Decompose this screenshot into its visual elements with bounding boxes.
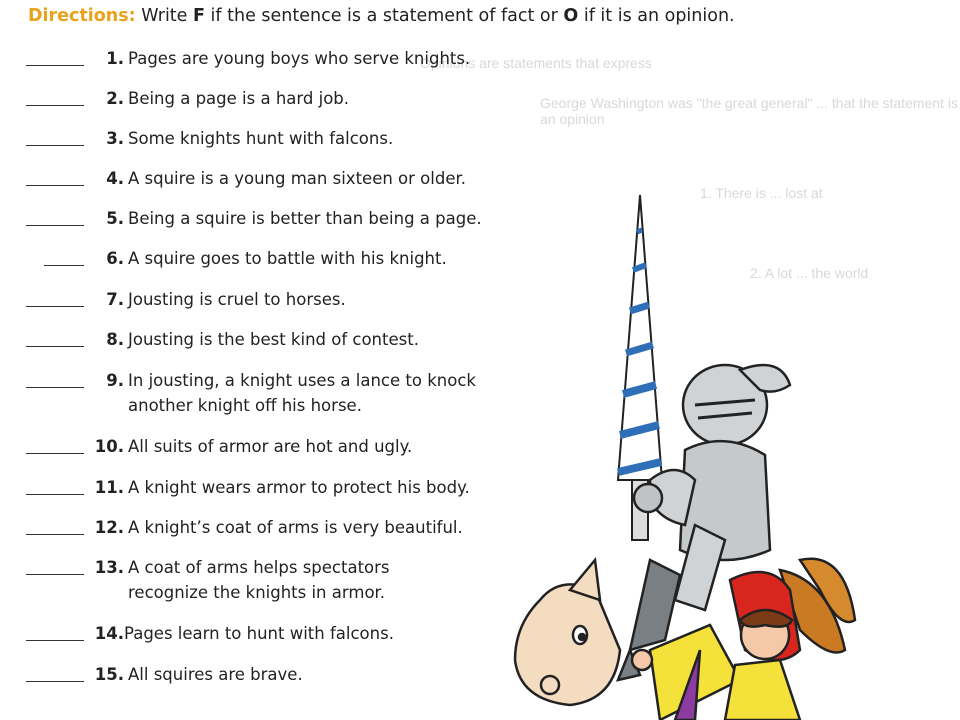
directions-text: if the sentence is a statement of fact or (204, 6, 564, 26)
item-number: 9. (106, 371, 124, 390)
item-text-continued: another knight off his horse. (128, 396, 362, 415)
answer-blank[interactable] (26, 494, 84, 495)
directions-text: if it is an opinion. (578, 6, 735, 26)
bleed-through: 1. There is ... lost at (700, 185, 823, 201)
answer-blank[interactable] (26, 574, 84, 575)
answer-blank[interactable] (26, 65, 84, 66)
item-number: 8. (106, 330, 124, 349)
item-number: 15. (94, 665, 124, 684)
answer-blank[interactable] (26, 453, 84, 454)
item-text: Being a page is a hard job. (128, 89, 350, 108)
item-number: 7. (106, 290, 124, 309)
item-text: Pages are young boys who serve knights. (128, 49, 471, 68)
answer-blank[interactable] (26, 387, 84, 388)
opinion-letter: O (563, 6, 579, 26)
answer-blank[interactable] (44, 265, 84, 266)
item-text: Jousting is cruel to horses. (128, 290, 346, 309)
item-number: 12. (94, 518, 124, 537)
item-number: 10. (94, 437, 124, 456)
item-text: All squires are brave. (128, 665, 303, 684)
item-number: 4. (106, 169, 124, 188)
item-number: 3. (106, 129, 124, 148)
item-text: A squire is a young man sixteen or older. (128, 169, 466, 188)
directions (28, 6, 735, 26)
item-text-continued: recognize the knights in armor. (128, 583, 386, 602)
answer-blank[interactable] (26, 105, 84, 106)
item-text: Jousting is the best kind of contest. (128, 330, 419, 349)
item-text: In jousting, a knight uses a lance to knock (128, 371, 476, 390)
item-text: A knight’s coat of arms is very beautiful. (128, 518, 463, 537)
item-text: A coat of arms helps spectators (128, 558, 390, 577)
item-number: 14. (94, 624, 124, 643)
bleed-through: Opinions are statements that express (420, 55, 652, 71)
answer-blank[interactable] (26, 225, 84, 226)
bleed-through: George Washington was "the great general" ... that the statement is an opinion (540, 95, 958, 127)
item-number: 5. (106, 209, 124, 228)
answer-blank[interactable] (26, 185, 84, 186)
answer-blank[interactable] (26, 681, 84, 682)
item-number: 1. (106, 49, 124, 68)
answer-blank[interactable] (26, 306, 84, 307)
item-text: A squire goes to battle with his knight. (128, 249, 447, 268)
fact-letter: F (193, 6, 205, 26)
knight-on-horse-icon (500, 180, 860, 720)
answer-blank[interactable] (26, 346, 84, 347)
item-text: Being a squire is better than being a page. (128, 209, 482, 228)
answer-blank[interactable] (26, 534, 84, 535)
directions-label: Directions: (28, 6, 136, 26)
item-number: 11. (94, 478, 124, 497)
item-number: 13. (94, 558, 124, 577)
answer-blank[interactable] (26, 145, 84, 146)
item-text: Some knights hunt with falcons. (128, 129, 394, 148)
item-text: Pages learn to hunt with falcons. (124, 624, 394, 643)
answer-blank[interactable] (26, 640, 84, 641)
item-text: A knight wears armor to protect his body. (128, 478, 470, 497)
bleed-through: 2. A lot ... the world (750, 265, 869, 281)
directions-text: Write (135, 6, 193, 26)
item-number: 2. (106, 89, 124, 108)
item-text: All suits of armor are hot and ugly. (128, 437, 413, 456)
item-number: 6. (106, 249, 124, 268)
